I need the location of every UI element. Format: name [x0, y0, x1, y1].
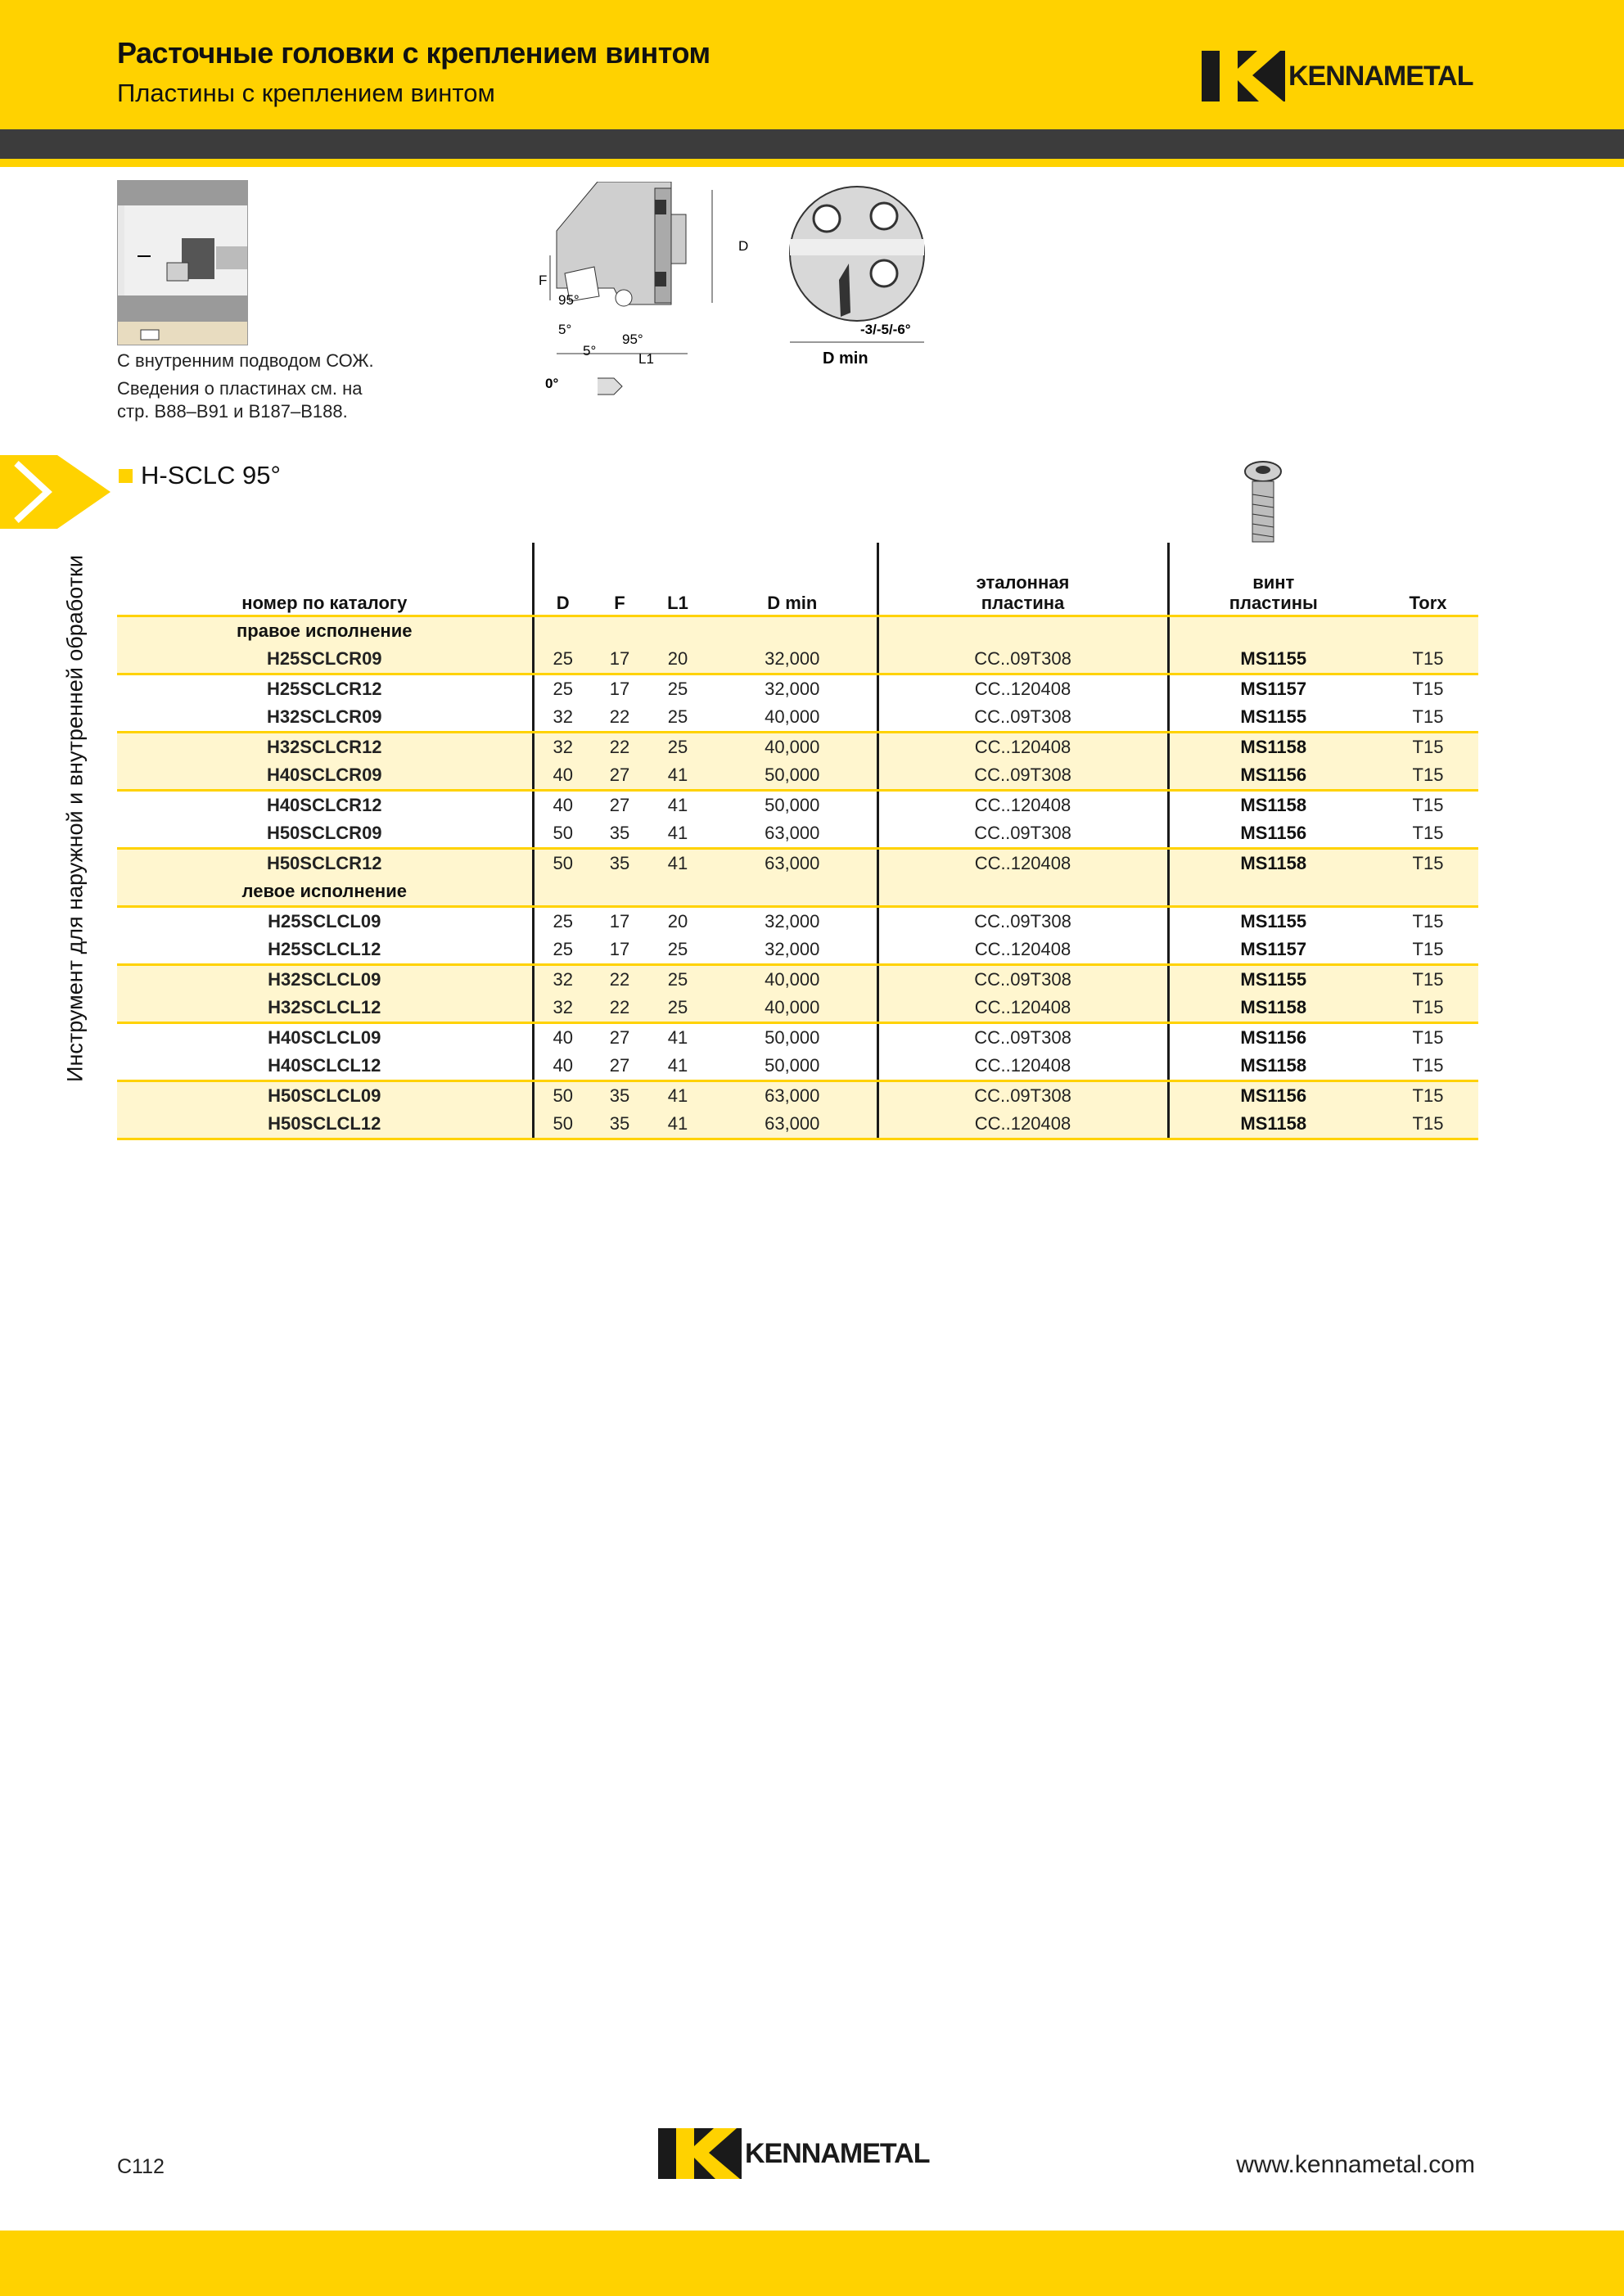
variant-label: левое исполнение — [117, 877, 533, 907]
col-dmin: D min — [708, 543, 877, 616]
torx-cell: T15 — [1378, 819, 1478, 849]
col-screw: винт пластины — [1168, 543, 1378, 616]
col-f: F — [592, 543, 647, 616]
table-row — [117, 819, 1478, 849]
insert-cell: CC..09T308 — [877, 907, 1168, 936]
l1-cell: 41 — [647, 849, 708, 878]
logo-text: KENNAMETAL — [1288, 60, 1473, 92]
table-header-row — [117, 543, 1478, 616]
side-label: Инструмент для наружной и внутренней обработки — [62, 555, 88, 1082]
end-view-drawing — [782, 182, 933, 370]
variant-label-row — [117, 877, 1478, 907]
dim-l1-label: L1 — [638, 351, 654, 367]
col-insert: эталонная пластина — [877, 543, 1168, 616]
d-cell: 50 — [533, 1110, 592, 1139]
angle-5-b: 5° — [583, 343, 597, 359]
d-cell: 40 — [533, 1052, 592, 1081]
d-cell: 50 — [533, 1081, 592, 1111]
catalog-number-cell: H25SCLCR12 — [117, 674, 533, 704]
page-title: Расточные головки с креплением винтом — [117, 36, 710, 70]
torx-cell: T15 — [1378, 994, 1478, 1023]
col-catalog: номер по каталогу — [117, 543, 533, 616]
website-url[interactable]: www.kennametal.com — [1236, 2151, 1475, 2178]
d-cell: 40 — [553, 1027, 573, 1048]
insert-cell: CC..09T308 — [877, 965, 1168, 995]
l1-cell: 41 — [647, 761, 708, 791]
col-torx: Torx — [1378, 543, 1478, 616]
variant-label-row — [117, 616, 1478, 646]
footer-logo-text: KENNAMETAL — [745, 2137, 930, 2169]
page-subtitle: Пластины с креплением винтом — [117, 79, 495, 107]
f-cell: 17 — [609, 911, 630, 931]
screw-icon — [1243, 460, 1283, 545]
d-cell: 25 — [553, 911, 573, 931]
table-row — [117, 645, 1478, 674]
table-row — [117, 936, 1478, 965]
torx-cell: T15 — [1412, 795, 1444, 815]
dmin-cell: 63,000 — [708, 1110, 877, 1139]
d-cell: 40 — [553, 795, 573, 815]
torx-cell: T15 — [1378, 936, 1478, 965]
torx-cell: T15 — [1412, 1027, 1444, 1048]
d-cell: 50 — [533, 819, 592, 849]
f-cell: 22 — [592, 994, 647, 1023]
dmin-cell: 50,000 — [708, 1023, 877, 1053]
torx-cell: T15 — [1378, 965, 1478, 995]
l1-cell: 25 — [647, 733, 708, 762]
screw-cell: MS1155 — [1168, 703, 1378, 733]
screw-cell: MS1156 — [1168, 819, 1378, 849]
dmin-cell: 40,000 — [708, 733, 877, 762]
dmin-cell: 50,000 — [708, 1052, 877, 1081]
l1-cell: 41 — [667, 1027, 688, 1048]
inserts-ref-line1: Сведения о пластинах см. на — [117, 378, 363, 399]
table-row — [117, 791, 1478, 820]
screw-cell: MS1155 — [1168, 965, 1378, 995]
tool-dimension-drawing — [532, 182, 753, 411]
table-row — [117, 1081, 1478, 1111]
d-cell: 32 — [533, 965, 592, 995]
l1-cell: 25 — [647, 994, 708, 1023]
d-cell: 32 — [533, 703, 592, 733]
insert-cell: CC..09T308 — [877, 1081, 1168, 1111]
insert-cell: CC..120408 — [877, 733, 1168, 762]
screw-cell: MS1158 — [1168, 1110, 1378, 1139]
insert-cell: CC..09T308 — [877, 703, 1168, 733]
catalog-number-cell: H32SCLCR09 — [117, 703, 533, 733]
torx-cell: T15 — [1412, 679, 1444, 699]
table-row — [117, 761, 1478, 791]
insert-cell: CC..120408 — [877, 849, 1168, 878]
table-row — [117, 849, 1478, 878]
d-cell: 25 — [533, 645, 592, 674]
angle-95-b: 95° — [622, 332, 643, 347]
rake-angle-label: -3/-5/-6° — [860, 322, 911, 337]
table-row — [117, 1110, 1478, 1139]
catalog-number-cell: H25SCLCL09 — [117, 907, 533, 936]
table-row — [117, 733, 1478, 762]
dmin-cell: 32,000 — [708, 936, 877, 965]
f-cell: 17 — [609, 679, 630, 699]
catalog-number-cell: H50SCLCR09 — [117, 819, 533, 849]
footer-kennametal-logo-icon — [658, 2128, 929, 2179]
catalog-number-cell: H32SCLCL09 — [117, 965, 533, 995]
f-cell: 22 — [592, 703, 647, 733]
insert-cell: CC..120408 — [877, 936, 1168, 965]
screw-cell: MS1156 — [1240, 1027, 1307, 1048]
d-cell: 32 — [533, 994, 592, 1023]
insert-cell: CC..120408 — [877, 674, 1168, 704]
table-row — [117, 1023, 1478, 1053]
dmin-cell: 32,000 — [708, 907, 877, 936]
f-cell: 22 — [592, 733, 647, 762]
catalog-number-cell: H32SCLCR12 — [117, 733, 533, 762]
torx-cell: T15 — [1412, 911, 1444, 931]
inserts-ref-line2: стр. B88–B91 и B187–B188. — [117, 401, 348, 422]
insert-cell: CC..120408 — [877, 1052, 1168, 1081]
screw-cell: MS1158 — [1168, 994, 1378, 1023]
header-accent-line — [0, 159, 1624, 167]
d-cell: 40 — [533, 761, 592, 791]
section-title — [119, 461, 281, 490]
f-cell: 17 — [592, 645, 647, 674]
torx-cell: T15 — [1378, 849, 1478, 878]
catalog-number-cell: H40SCLCL09 — [117, 1023, 533, 1053]
insert-cell: CC..09T308 — [877, 819, 1168, 849]
torx-cell: T15 — [1378, 1052, 1478, 1081]
insert-cell: CC..09T308 — [877, 1023, 1168, 1053]
dmin-cell: 50,000 — [708, 791, 877, 820]
col-l1: L1 — [647, 543, 708, 616]
table-row — [117, 703, 1478, 733]
f-cell: 35 — [592, 1081, 647, 1111]
page-number: C112 — [117, 2155, 165, 2178]
catalog-number-cell: H50SCLCR12 — [117, 849, 533, 878]
catalog-number-cell: H40SCLCR09 — [117, 761, 533, 791]
coolant-note: С внутренним подводом СОЖ. — [117, 350, 374, 371]
col-d: D — [533, 543, 592, 616]
screw-cell: MS1156 — [1168, 761, 1378, 791]
l1-cell: 20 — [667, 911, 688, 931]
l1-cell: 41 — [647, 1081, 708, 1111]
catalog-number-cell: H25SCLCL12 — [117, 936, 533, 965]
torx-cell: T15 — [1378, 645, 1478, 674]
l1-cell: 41 — [647, 1110, 708, 1139]
section-title-text: H-SCLC 95° — [141, 461, 281, 489]
table-row — [117, 994, 1478, 1023]
f-cell: 35 — [592, 1110, 647, 1139]
catalog-number-cell: H50SCLCL09 — [117, 1081, 533, 1111]
catalog-number-cell: H50SCLCL12 — [117, 1110, 533, 1139]
section-square-icon — [119, 469, 133, 483]
dmin-cell: 63,000 — [708, 819, 877, 849]
l1-cell: 25 — [667, 679, 688, 699]
d-cell: 25 — [553, 679, 573, 699]
angle-95-a: 95° — [558, 292, 580, 308]
insert-cell: CC..09T308 — [877, 645, 1168, 674]
insert-cell: CC..120408 — [877, 1110, 1168, 1139]
d-cell: 32 — [533, 733, 592, 762]
angle-0: 0° — [545, 376, 559, 391]
f-cell: 35 — [592, 819, 647, 849]
dmin-label: D min — [823, 350, 868, 368]
torx-cell: T15 — [1378, 1110, 1478, 1139]
l1-cell: 41 — [667, 795, 688, 815]
screw-cell: MS1155 — [1240, 911, 1307, 931]
application-sketch — [117, 180, 248, 345]
f-cell: 17 — [592, 936, 647, 965]
f-cell: 27 — [609, 795, 630, 815]
table-row — [117, 907, 1478, 936]
variant-label: правое исполнение — [117, 616, 533, 646]
page-header — [0, 0, 1624, 129]
screw-cell: MS1158 — [1240, 795, 1307, 815]
l1-cell: 20 — [647, 645, 708, 674]
dmin-cell: 40,000 — [708, 965, 877, 995]
l1-cell: 41 — [647, 819, 708, 849]
dim-d-label: D — [738, 238, 749, 254]
torx-cell: T15 — [1378, 1081, 1478, 1111]
table-row — [117, 965, 1478, 995]
f-cell: 27 — [592, 1052, 647, 1081]
insert-cell: CC..120408 — [877, 994, 1168, 1023]
screw-cell: MS1157 — [1168, 936, 1378, 965]
insert-cell: CC..120408 — [877, 791, 1168, 820]
f-cell: 27 — [609, 1027, 630, 1048]
dmin-cell: 63,000 — [708, 849, 877, 878]
dmin-cell: 40,000 — [708, 994, 877, 1023]
l1-cell: 25 — [647, 936, 708, 965]
torx-cell: T15 — [1378, 761, 1478, 791]
screw-cell: MS1155 — [1168, 645, 1378, 674]
insert-cell: CC..09T308 — [877, 761, 1168, 791]
torx-cell: T15 — [1378, 733, 1478, 762]
dmin-cell: 40,000 — [708, 703, 877, 733]
f-cell: 27 — [592, 761, 647, 791]
tool-table — [117, 543, 1478, 1140]
screw-cell: MS1157 — [1240, 679, 1307, 699]
catalog-number-cell: H40SCLCR12 — [117, 791, 533, 820]
screw-cell: MS1158 — [1168, 1052, 1378, 1081]
screw-cell: MS1156 — [1168, 1081, 1378, 1111]
table-row — [117, 1052, 1478, 1081]
footer-accent-band — [0, 2231, 1624, 2296]
kennametal-logo-icon — [1202, 51, 1473, 101]
angle-5-a: 5° — [558, 322, 572, 337]
dmin-cell: 32,000 — [708, 645, 877, 674]
l1-cell: 25 — [647, 965, 708, 995]
dmin-cell: 32,000 — [708, 674, 877, 704]
d-cell: 25 — [533, 936, 592, 965]
catalog-number-cell: H40SCLCL12 — [117, 1052, 533, 1081]
header-dark-band — [0, 129, 1624, 159]
l1-cell: 25 — [647, 703, 708, 733]
screw-cell: MS1158 — [1168, 849, 1378, 878]
f-cell: 22 — [592, 965, 647, 995]
catalog-number-cell: H25SCLCR09 — [117, 645, 533, 674]
dmin-cell: 50,000 — [708, 761, 877, 791]
screw-cell: MS1158 — [1168, 733, 1378, 762]
table-row — [117, 674, 1478, 704]
dim-f-label: F — [539, 273, 548, 288]
catalog-number-cell: H32SCLCL12 — [117, 994, 533, 1023]
torx-cell: T15 — [1378, 703, 1478, 733]
dmin-cell: 63,000 — [708, 1081, 877, 1111]
l1-cell: 41 — [647, 1052, 708, 1081]
f-cell: 35 — [592, 849, 647, 878]
d-cell: 50 — [533, 849, 592, 878]
tab-arrow-icon — [0, 455, 111, 529]
